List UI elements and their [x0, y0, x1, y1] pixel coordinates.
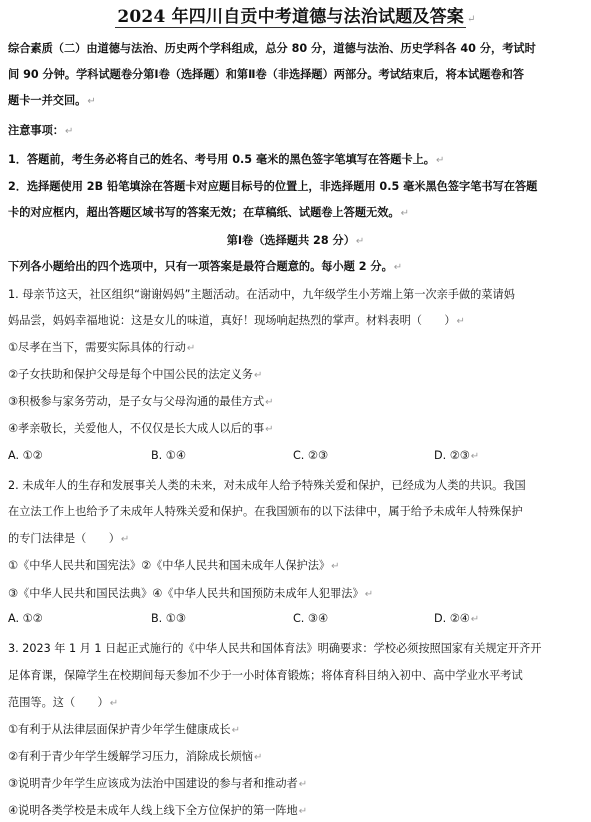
document-title: [0, 2, 591, 27]
q2-stem-line-3-text: 的专门法律是（ ）: [8, 532, 120, 545]
paragraph-mark-icon: ↵: [456, 316, 465, 327]
q1-item-3-text: ③积极参与家务劳动，是子女与父母沟通的最佳方式: [8, 395, 265, 408]
paragraph-mark-icon: ↵: [355, 236, 365, 247]
note-2-line-1: 2．选择题使用 2B 铅笔填涂在答题卡对应题目标号的位置上，非选择题用 0.5 毫米黑色签字笔书写在答题: [8, 180, 538, 193]
paragraph-mark-icon: ↵: [186, 343, 196, 354]
paragraph-mark-icon: ↵: [364, 589, 374, 600]
q1-item-4: [8, 420, 583, 436]
paragraph-mark-icon: ↵: [331, 561, 340, 572]
q2-item-2: [8, 585, 583, 601]
q3-stem-line-1: 3. 2023 年 1 月 1 日起正式施行的《中华人民共和国体育法》明确要求：学校必须按照国家有关规定开齐开: [8, 642, 542, 655]
note-2-line-2: [8, 204, 583, 220]
paragraph-mark-icon: ↵: [253, 752, 263, 763]
paragraph-mark-icon: ↵: [265, 424, 274, 435]
q3-stem-line-3-text: 范围等。这（ ）: [8, 696, 109, 709]
instruction-text: 下列各小题给出的四个选项中，只有一项答案是最符合题意的。每小题 2 分。: [8, 260, 393, 273]
q1-item-3: [8, 393, 583, 409]
paragraph-mark-icon: ↵: [87, 96, 96, 107]
paragraph-mark-icon: ↵: [231, 725, 240, 736]
paragraph-mark-icon: ↵: [393, 262, 403, 273]
paragraph-mark-icon: ↵: [120, 534, 130, 545]
q1-stem-line-2-text: 妈品尝，妈妈幸福地说：这是女儿的味道，真好！现场响起热烈的掌声。材料表明（ ）: [8, 314, 456, 327]
q1-stem-line-2: [8, 312, 583, 328]
q2-option-b: B. ①③: [151, 612, 186, 625]
q1-item-2-text: ②子女扶助和保护父母是每个中国公民的法定义务: [8, 368, 253, 381]
notes-heading: [8, 122, 583, 138]
paragraph-mark-icon: ↵: [109, 698, 119, 709]
paragraph-mark-icon: ↵: [298, 779, 308, 790]
q2-stem-line-1: 2. 未成年人的生存和发展事关人类的未来，对未成年人给予特殊关爱和保护，已经成为人类的共识。我国: [8, 479, 526, 492]
note-1: [8, 151, 583, 167]
paragraph-mark-icon: ↵: [470, 451, 480, 462]
intro-line-3-text: 题卡一并交回。: [8, 94, 87, 107]
intro-line-3: [8, 92, 583, 108]
q3-item-1-text: ①有利于从法律层面保护青少年学生健康成长: [8, 723, 231, 736]
q2-stem-line-2: 在立法工作上也给予了未成年人特殊关爱和保护。在我国颁布的以下法律中，属于给予未成年人特殊保护: [8, 505, 523, 518]
q3-item-2-text: ②有利于青少年学生缓解学习压力，消除成长烦恼: [8, 750, 253, 763]
q1-option-d: [434, 449, 479, 462]
paragraph-mark-icon: ↵: [253, 370, 263, 381]
title-text: 2024 年四川自贡中考道德与法治试题及答案: [117, 7, 465, 27]
intro-line-2: 间 90 分钟。学科试题卷分第Ⅰ卷（选择题）和第Ⅱ卷（非选择题）两部分。考试结束后，将本试题卷和答: [8, 68, 524, 81]
paragraph-mark-icon: ↵: [64, 126, 74, 137]
q1-option-b: B. ①④: [151, 449, 186, 462]
paragraph-mark-icon: ↵: [265, 397, 274, 408]
q1-item-1-text: ①尽孝在当下，需要实际具体的行动: [8, 341, 186, 354]
section-heading: [8, 232, 583, 248]
q3-stem-line-3: [8, 694, 583, 710]
paragraph-mark-icon: ↵: [298, 806, 308, 817]
q3-stem-line-2: 足体育课，保障学生在校期间每天参加不少于一小时体育锻炼；将体育科目纳入初中、高中学业水平考试: [8, 669, 523, 682]
q2-option-d-text: D. ②④: [434, 612, 470, 625]
q3-item-3: [8, 775, 583, 791]
paragraph-mark-icon: ↵: [400, 208, 409, 219]
q1-item-2: [8, 366, 583, 382]
q2-option-a: A. ①②: [8, 612, 43, 625]
q1-option-d-text: D. ②③: [434, 449, 470, 462]
q1-item-1: [8, 339, 583, 355]
q1-item-4-text: ④孝亲敬长，关爱他人，不仅仅是长大成人以后的事: [8, 422, 265, 435]
q3-item-3-text: ③说明青少年学生应该成为法治中国建设的参与者和推动者: [8, 777, 298, 790]
q2-option-c: C. ③④: [293, 612, 328, 625]
q2-item-2-text: ③《中华人民共和国民法典》④《中华人民共和国预防未成年人犯罪法》: [8, 587, 364, 600]
q2-stem-line-3: [8, 530, 583, 546]
paragraph-mark-icon: ↵: [470, 614, 480, 625]
note-2-line-2-text: 卡的对应框内，超出答题区域书写的答案无效；在草稿纸、试题卷上答题无效。: [8, 206, 400, 219]
q3-item-4-text: ④说明各类学校是未成年人线上线下全方位保护的第一阵地: [8, 804, 298, 817]
q1-option-a: A. ①②: [8, 449, 43, 462]
q3-item-4: [8, 802, 583, 818]
instruction: [8, 258, 583, 274]
paragraph-mark-icon: ↵: [467, 14, 476, 25]
q1-stem-line-1: 1. 母亲节这天，社区组织“谢谢妈妈”主题活动。在活动中，九年级学生小芳端上第一次亲手做的菜请妈: [8, 288, 515, 301]
q3-item-2: [8, 748, 583, 764]
notes-heading-text: 注意事项：: [8, 124, 64, 137]
intro-line-1: 综合素质（二）由道德与法治、历史两个学科组成，总分 80 分，道德与法治、历史学科各 40 分，考试时: [8, 42, 536, 55]
q2-item-1: [8, 557, 583, 573]
q3-item-1: [8, 721, 583, 737]
q2-option-d: [434, 612, 479, 625]
note-1-text: 1．答题前，考生务必将自己的姓名、考号用 0.5 毫米的黑色签字笔填写在答题卡上。: [8, 153, 435, 166]
paragraph-mark-icon: ↵: [435, 155, 445, 166]
q1-option-c: C. ②③: [293, 449, 328, 462]
section-heading-text: 第Ⅰ卷（选择题共 28 分）: [226, 234, 355, 247]
q2-item-1-text: ①《中华人民共和国宪法》②《中华人民共和国未成年人保护法》: [8, 559, 331, 572]
